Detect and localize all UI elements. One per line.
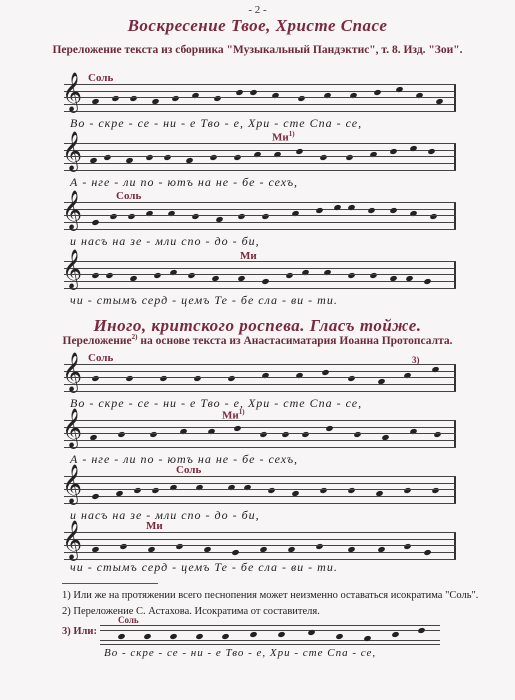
note bbox=[297, 95, 305, 102]
note bbox=[91, 98, 99, 105]
note bbox=[187, 272, 195, 279]
note bbox=[221, 633, 229, 640]
note bbox=[301, 431, 309, 438]
note bbox=[409, 210, 417, 217]
lyrics-line: А - нге - ли по - ютъ на не - бе - сехъ, bbox=[70, 175, 299, 189]
note bbox=[253, 151, 261, 158]
note bbox=[105, 272, 113, 279]
note bbox=[363, 635, 371, 642]
note bbox=[403, 543, 411, 550]
lyrics-line: Во - скре - се - ни - е Тво - е, Хри - сте Спа - се, bbox=[104, 647, 377, 659]
lyrics-line: чи - стымъ серд - цемъ Те - бе сла - ви - ти. bbox=[70, 560, 338, 574]
note bbox=[159, 375, 167, 382]
barline bbox=[454, 421, 456, 447]
lyrics-line: и насъ на зе - мли спо - до - би, bbox=[70, 508, 260, 522]
note bbox=[117, 431, 125, 438]
note bbox=[133, 487, 141, 494]
note bbox=[301, 269, 309, 276]
note bbox=[409, 428, 417, 435]
note bbox=[163, 154, 171, 161]
note bbox=[145, 210, 153, 217]
note bbox=[389, 148, 397, 155]
note bbox=[233, 154, 241, 161]
note bbox=[315, 207, 323, 214]
note bbox=[243, 484, 251, 491]
note bbox=[287, 546, 295, 553]
note bbox=[431, 487, 439, 494]
note bbox=[149, 431, 157, 438]
note bbox=[429, 213, 437, 220]
note bbox=[369, 272, 377, 279]
treble-clef-icon: 𝄞 bbox=[62, 190, 83, 230]
note bbox=[389, 207, 397, 214]
note bbox=[381, 434, 389, 441]
footnote-divider bbox=[62, 583, 158, 584]
note bbox=[277, 631, 285, 638]
note bbox=[203, 546, 211, 553]
note bbox=[129, 95, 137, 102]
note bbox=[427, 148, 435, 155]
footnote: 2) Переложение С. Астахова. Исократима от составителя. bbox=[62, 606, 320, 617]
treble-clef-icon: 𝄞 bbox=[62, 408, 83, 448]
note bbox=[195, 484, 203, 491]
note bbox=[415, 92, 423, 99]
note bbox=[261, 372, 269, 379]
note bbox=[335, 633, 343, 640]
note bbox=[319, 154, 327, 161]
pitch-mark-sol: Соль bbox=[116, 190, 142, 202]
note bbox=[91, 272, 99, 279]
note bbox=[433, 431, 441, 438]
note bbox=[127, 213, 135, 220]
note bbox=[119, 543, 127, 550]
pitch-mark-sol: Соль bbox=[88, 352, 114, 364]
note bbox=[91, 219, 99, 226]
footnote-ref: 3) bbox=[412, 355, 420, 365]
note bbox=[207, 428, 215, 435]
section-subtitle: Переложение текста из сборника "Музыкальный Пандэктис", т. 8. Изд. "Зои". bbox=[52, 44, 463, 56]
note bbox=[145, 154, 153, 161]
footnote-label: 3) Или: bbox=[62, 626, 97, 637]
note bbox=[307, 629, 315, 636]
note bbox=[295, 372, 303, 379]
note bbox=[125, 157, 133, 164]
note bbox=[147, 546, 155, 553]
note bbox=[319, 487, 327, 494]
barline bbox=[454, 365, 456, 391]
page-number: - 2 - bbox=[248, 4, 267, 16]
barline bbox=[454, 533, 456, 559]
note bbox=[249, 631, 257, 638]
note bbox=[237, 213, 245, 220]
note bbox=[349, 92, 357, 99]
note bbox=[89, 434, 97, 441]
subtitle-text: Переложение bbox=[62, 334, 132, 347]
lyrics-line: Во - скре - се - ни - е Тво - е, Хри - сте Спа - се, bbox=[70, 116, 363, 130]
note bbox=[347, 204, 355, 211]
note bbox=[347, 272, 355, 279]
note bbox=[347, 375, 355, 382]
note bbox=[391, 631, 399, 638]
note bbox=[315, 543, 323, 550]
note bbox=[235, 89, 243, 96]
note bbox=[143, 633, 151, 640]
note bbox=[185, 157, 193, 164]
note bbox=[267, 487, 275, 494]
treble-clef-icon: 𝄞 bbox=[62, 72, 83, 112]
note bbox=[347, 487, 355, 494]
note bbox=[115, 490, 123, 497]
note bbox=[377, 378, 385, 385]
note bbox=[375, 490, 383, 497]
note bbox=[261, 213, 269, 220]
note bbox=[231, 549, 239, 556]
note bbox=[169, 633, 177, 640]
note bbox=[195, 633, 203, 640]
note bbox=[323, 92, 331, 99]
note bbox=[367, 207, 375, 214]
pitch-mark-label: Ми bbox=[222, 409, 239, 422]
lyrics-line: и насъ на зе - мли спо - до - би, bbox=[70, 234, 260, 248]
footnote-ref: 1) bbox=[238, 408, 245, 416]
treble-clef-icon: 𝄞 bbox=[62, 464, 83, 504]
note bbox=[191, 213, 199, 220]
note bbox=[237, 275, 245, 282]
note bbox=[193, 375, 201, 382]
note bbox=[169, 484, 177, 491]
note bbox=[175, 543, 183, 550]
note bbox=[129, 275, 137, 282]
barline bbox=[454, 477, 456, 503]
note bbox=[389, 275, 397, 282]
pitch-mark-mi bbox=[272, 130, 295, 144]
note bbox=[431, 366, 439, 373]
note bbox=[353, 431, 361, 438]
note bbox=[423, 278, 431, 285]
barline bbox=[454, 85, 456, 111]
note bbox=[167, 210, 175, 217]
note bbox=[153, 272, 161, 279]
treble-clef-icon: 𝄞 bbox=[62, 131, 83, 171]
note bbox=[215, 216, 223, 223]
note bbox=[227, 375, 235, 382]
note bbox=[209, 154, 217, 161]
treble-clef-icon: 𝄞 bbox=[62, 520, 83, 560]
note bbox=[103, 154, 111, 161]
note bbox=[291, 210, 299, 217]
section-title: Иного, критского роспева. Гласъ тойже. bbox=[93, 316, 422, 335]
note bbox=[285, 272, 293, 279]
note bbox=[409, 145, 417, 152]
pitch-mark-sol: Соль bbox=[176, 464, 202, 476]
note bbox=[171, 95, 179, 102]
note bbox=[91, 493, 99, 500]
note bbox=[325, 425, 333, 432]
note bbox=[111, 95, 119, 102]
note bbox=[125, 375, 133, 382]
note bbox=[403, 487, 411, 494]
lyrics-line: чи - стымъ серд - цемъ Те - бе сла - ви - ти. bbox=[70, 293, 338, 307]
treble-clef-icon: 𝄞 bbox=[62, 352, 83, 392]
section-title: Воскресение Твое, Христе Спасе bbox=[127, 16, 388, 35]
pitch-mark-mi: Ми bbox=[146, 520, 163, 532]
note bbox=[259, 546, 267, 553]
lyrics-line: Во - скре - се - ни - е Тво - е, Хри - сте Спа - се, bbox=[70, 396, 363, 410]
note bbox=[211, 275, 219, 282]
note bbox=[395, 86, 403, 93]
music-staff bbox=[100, 625, 440, 645]
note bbox=[249, 89, 257, 96]
note bbox=[227, 484, 235, 491]
note bbox=[151, 487, 159, 494]
note bbox=[117, 633, 125, 640]
note bbox=[191, 92, 199, 99]
note bbox=[291, 490, 299, 497]
section-subtitle bbox=[0, 333, 515, 347]
note bbox=[423, 549, 431, 556]
barline bbox=[454, 144, 456, 170]
note bbox=[369, 151, 377, 158]
note bbox=[213, 95, 221, 102]
note bbox=[91, 546, 99, 553]
note bbox=[89, 157, 97, 164]
footnote-ref: 2) bbox=[131, 333, 138, 341]
note bbox=[435, 98, 443, 105]
note bbox=[323, 269, 331, 276]
note bbox=[151, 98, 159, 105]
pitch-mark-sol: Соль bbox=[118, 615, 139, 625]
note bbox=[347, 546, 355, 553]
note bbox=[179, 428, 187, 435]
note bbox=[261, 278, 269, 285]
note bbox=[233, 425, 241, 432]
note bbox=[403, 372, 411, 379]
note bbox=[109, 213, 117, 220]
note bbox=[259, 431, 267, 438]
pitch-mark-label: Ми bbox=[272, 131, 289, 144]
note bbox=[169, 269, 177, 276]
barline bbox=[454, 203, 456, 229]
note bbox=[271, 92, 279, 99]
note bbox=[405, 275, 413, 282]
note bbox=[321, 369, 329, 376]
note bbox=[417, 627, 425, 634]
subtitle-text: на основе текста из Анастасиматария Иоанна Протопсалта. bbox=[137, 334, 453, 347]
lyrics-line: А - нге - ли по - ютъ на не - бе - сехъ, bbox=[70, 452, 299, 466]
note bbox=[373, 89, 381, 96]
barline bbox=[454, 262, 456, 288]
footnote-ref: 1) bbox=[288, 130, 295, 138]
treble-clef-icon: 𝄞 bbox=[62, 249, 83, 289]
note bbox=[345, 154, 353, 161]
note bbox=[281, 431, 289, 438]
note bbox=[273, 151, 281, 158]
note bbox=[91, 375, 99, 382]
note bbox=[377, 546, 385, 553]
footnote: 1) Или же на протяжении всего песнопения может неизменно оставаться исократима "Соль". bbox=[62, 590, 479, 601]
pitch-mark-mi: Ми bbox=[240, 250, 257, 262]
note bbox=[333, 204, 341, 211]
pitch-mark-sol: Соль bbox=[88, 72, 114, 84]
note bbox=[295, 148, 303, 155]
